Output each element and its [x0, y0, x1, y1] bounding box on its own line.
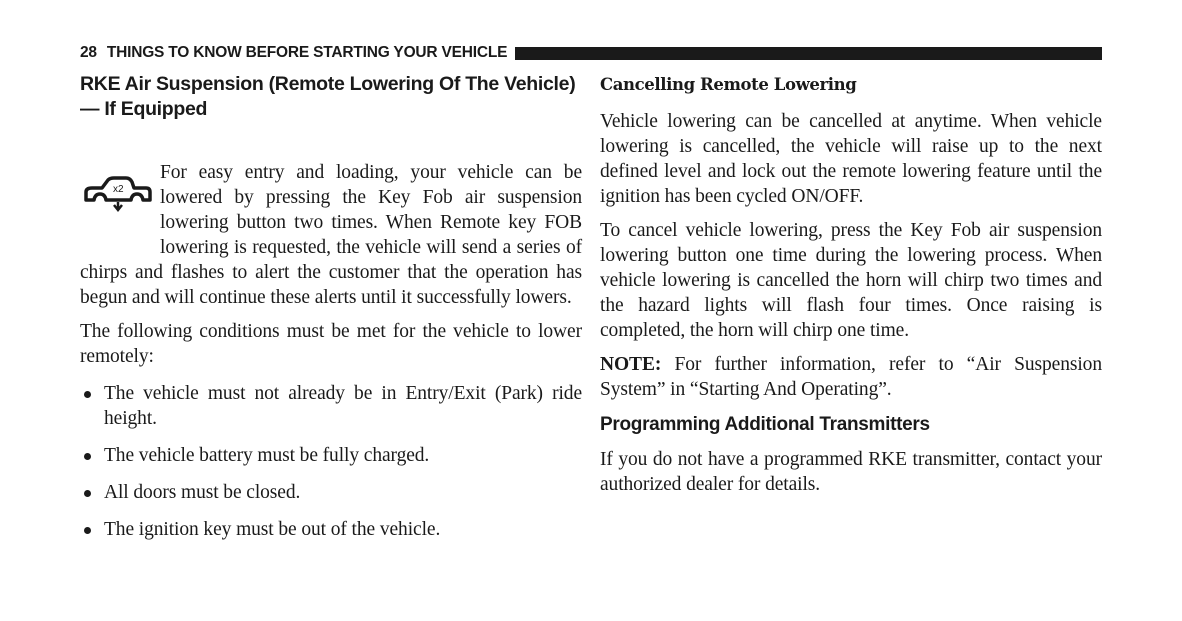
section-title: THINGS TO KNOW BEFORE STARTING YOUR VEHICLE [106, 44, 508, 61]
bullet-icon [84, 527, 91, 534]
cancel-paragraph-1: Vehicle lowering can be cancelled at anytime. When vehicle lowering is cancelled, the vehicle will raise up to the next defined level and lock out the remote lowering feature until the ignition has been cycled ON/OFF. [600, 111, 1102, 207]
bullet-icon [84, 391, 91, 398]
left-column [80, 72, 582, 554]
intro-paragraph: For easy entry and loading, your vehicle can be lowered by pressing the Key Fob air suspension lowering button two times. When Remote key FOB lowering is requested, the vehicle will send a series of chirps and flashes to alert the customer that the operation has begun and will continue these alerts until it successfully lowers. [80, 162, 582, 308]
programming-paragraph: If you do not have a programmed RKE transmitter, contact your authorized dealer for details. [600, 449, 1102, 495]
running-header [80, 44, 507, 62]
cancel-paragraph-2: To cancel vehicle lowering, press the Key Fob air suspension lowering button one time during the lowering process. When vehicle lowering is cancelled the horn will chirp two times and the hazard lights will flash four times. Once raising is completed, the horn will chirp one time. [600, 220, 1102, 341]
intro-block [80, 160, 582, 310]
note-paragraph [600, 352, 1102, 402]
cancel-heading: Cancelling Remote Lowering [600, 75, 857, 94]
section-heading: RKE Air Suspension (Remote Lowering Of The Vehicle) — If Equipped [80, 73, 576, 120]
bullet-icon [84, 453, 91, 460]
vehicle-lowering-icon [80, 156, 160, 236]
car-down-arrow-icon [80, 162, 156, 222]
list-item: The vehicle battery must be fully charged. [80, 443, 582, 468]
page-header [80, 44, 1102, 62]
conditions-list [80, 381, 582, 542]
header-rule [515, 47, 1102, 60]
bullet-icon [84, 490, 91, 497]
note-text: For further information, refer to “Air Suspension System” in “Starting And Operating”. [600, 354, 1102, 400]
page-number: 28 [80, 44, 97, 61]
list-item: The ignition key must be out of the vehicle. [80, 517, 582, 542]
programming-heading: Programming Additional Transmitters [600, 414, 930, 435]
right-column [600, 72, 1102, 497]
list-item: The vehicle must not already be in Entry/Exit (Park) ride height. [80, 381, 582, 431]
svg-text:x2: x2 [113, 184, 124, 195]
conditions-intro: The following conditions must be met for the vehicle to lower remotely: [80, 321, 582, 367]
note-label: NOTE: [600, 354, 662, 375]
list-item: All doors must be closed. [80, 480, 582, 505]
